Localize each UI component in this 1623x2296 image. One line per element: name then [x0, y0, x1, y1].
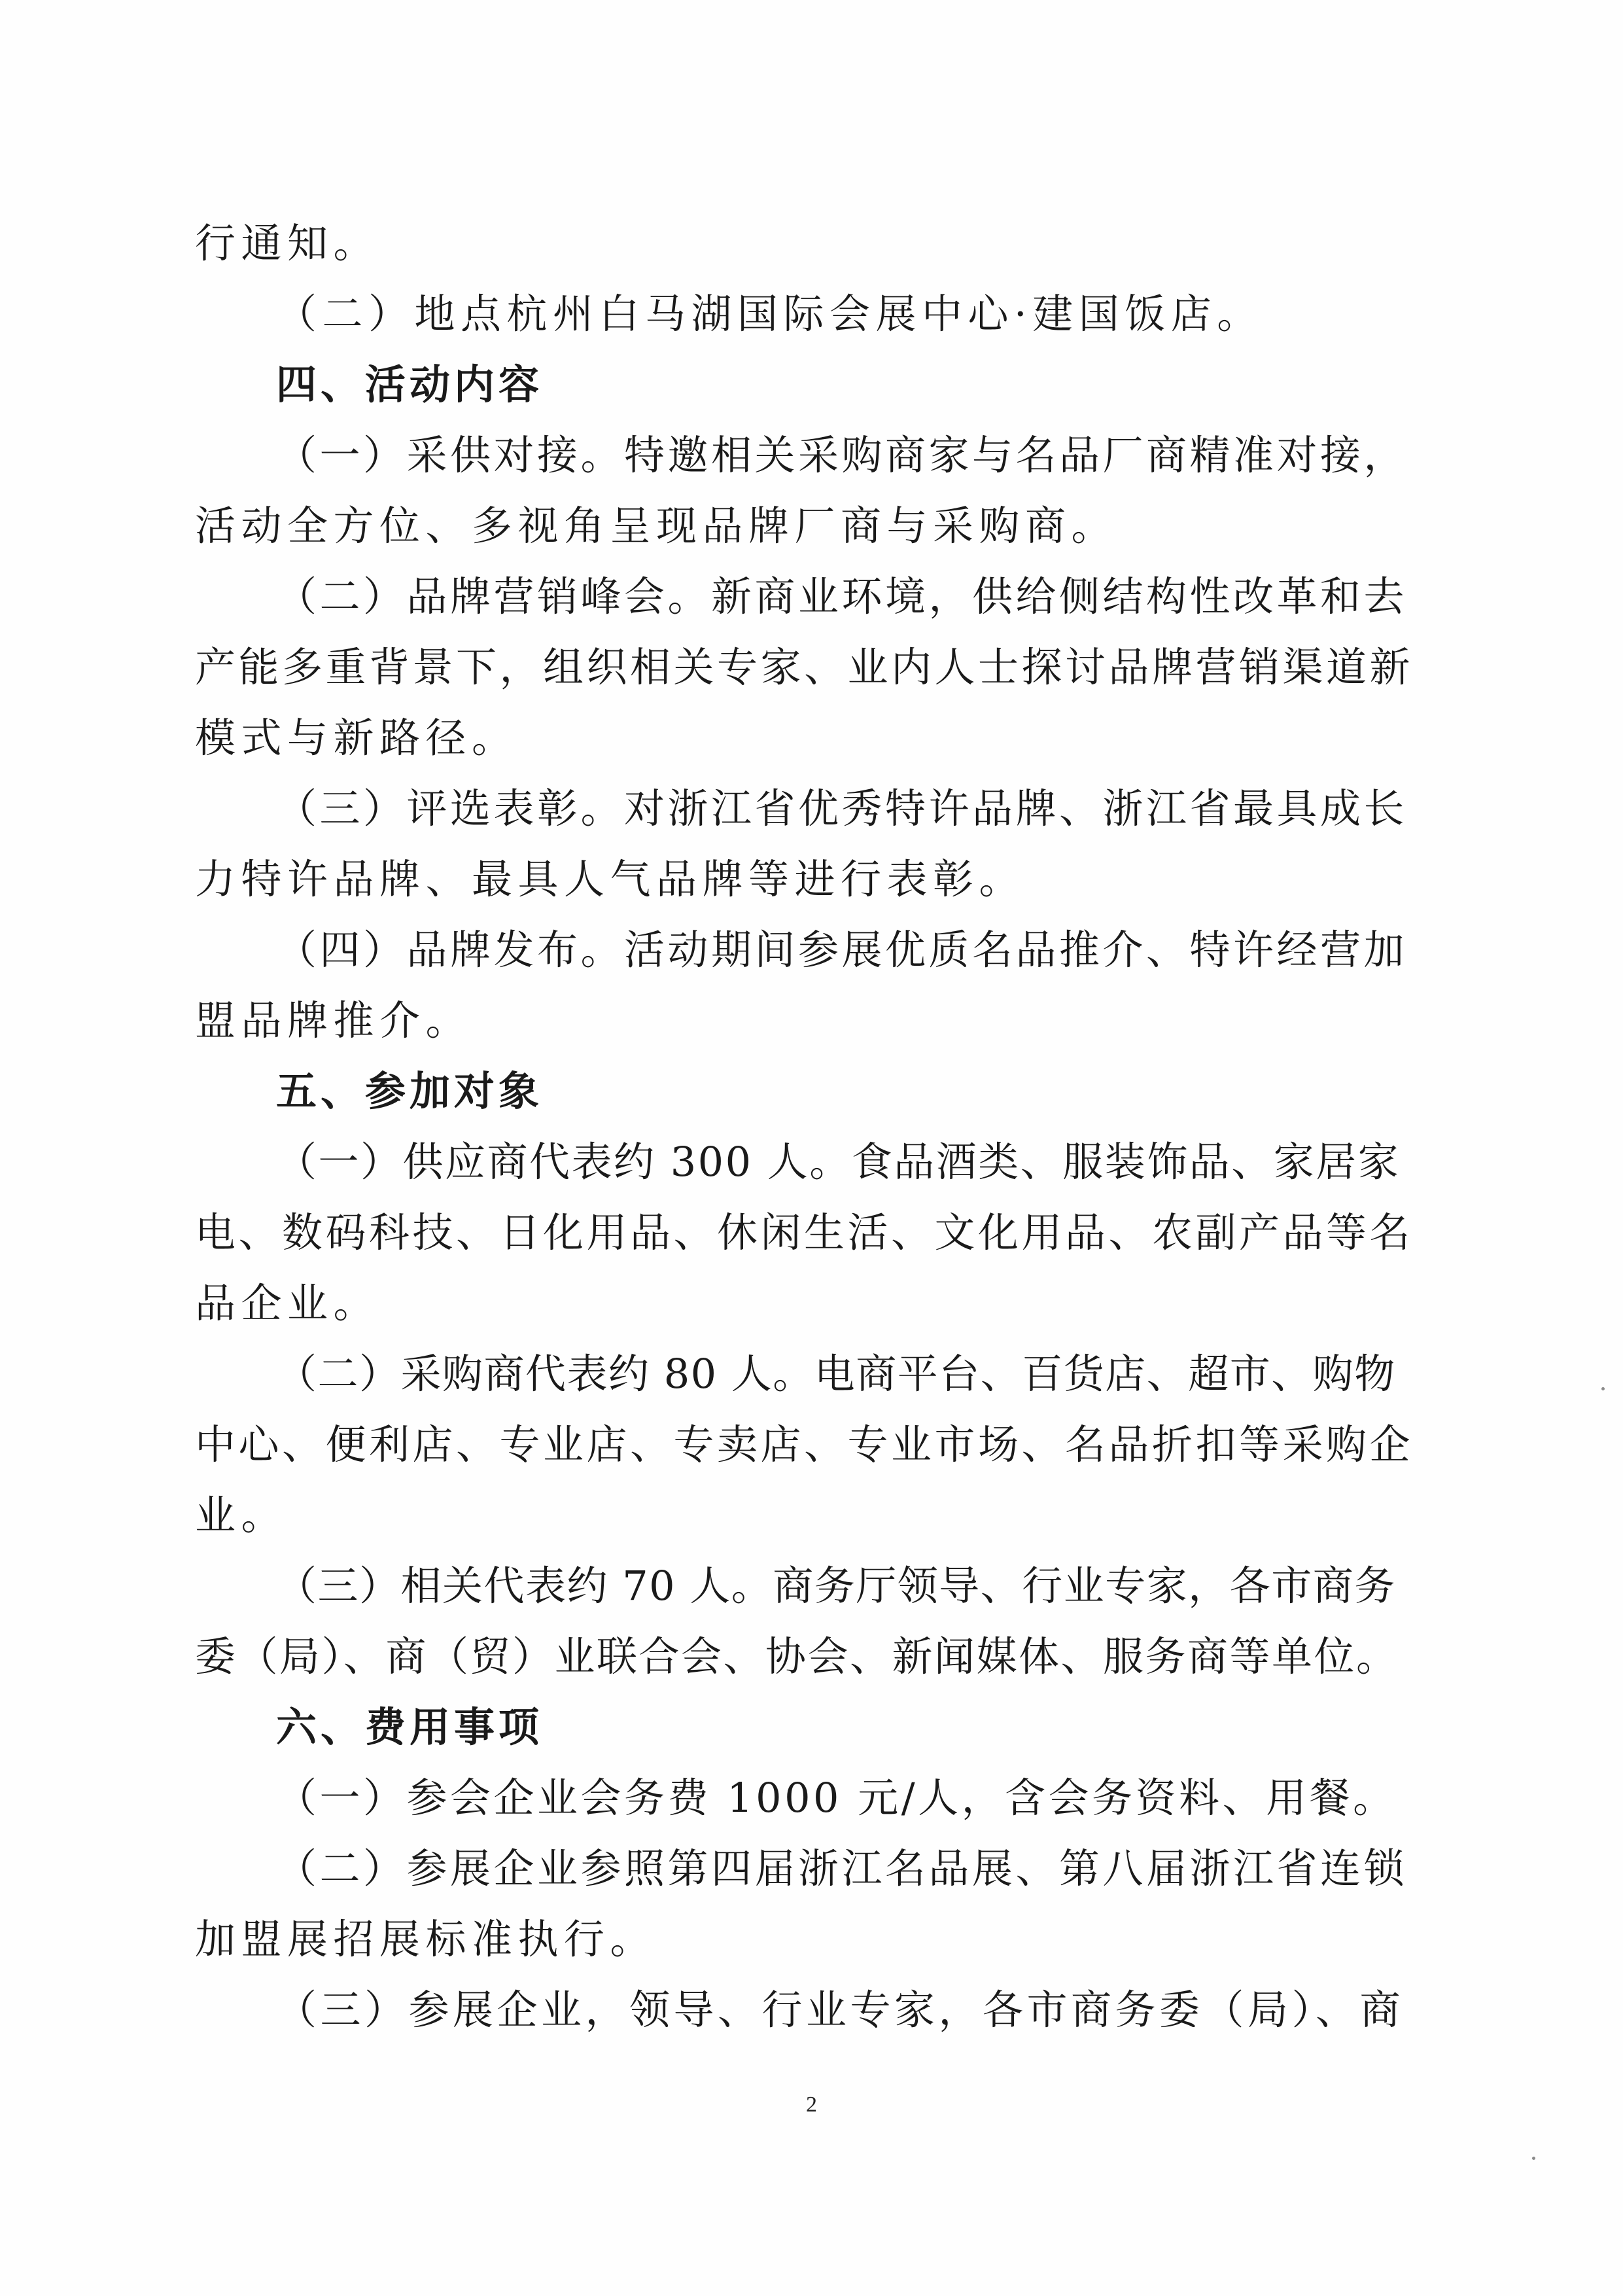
paragraph-line: 委（局）、商（贸）业联合会、协会、新闻媒体、服务商等单位。 [195, 1633, 1399, 1680]
paragraph-line: （四）品牌发布。活动期间参展优质名品推介、特许经营加 [276, 926, 1408, 974]
paragraph-line: 盟品牌推介。 [195, 997, 472, 1044]
scan-speck [1532, 2157, 1535, 2160]
paragraph-line: （一）参会企业会务费 1000 元/人，含会务资料、用餐。 [276, 1774, 1397, 1822]
document-body [195, 208, 1414, 2045]
paragraph-line: 力特许品牌、最具人气品牌等进行表彰。 [195, 855, 1026, 903]
paragraph-line: （二）参展企业参照第四届浙江名品展、第八届浙江省连锁 [276, 1845, 1408, 1892]
paragraph-line: 电、数码科技、日化用品、休闲生活、文化用品、农副产品等名 [195, 1209, 1414, 1256]
paragraph-line: 活动全方位、多视角呈现品牌厂商与采购商。 [195, 502, 1118, 550]
paragraph-line: （三）相关代表约 70 人。商务厅领导、行业专家，各市商务 [276, 1562, 1396, 1610]
section-heading: 四、活动内容 [276, 361, 544, 408]
paragraph-line: 行通知。 [195, 219, 380, 267]
section-heading: 五、参加对象 [276, 1067, 544, 1115]
section-heading: 六、费用事项 [276, 1703, 544, 1751]
scan-speck [1601, 1387, 1605, 1390]
paragraph-line: 品企业。 [195, 1279, 380, 1327]
paragraph-line: （一）采供对接。特邀相关采购商家与名品厂商精准对接， [276, 431, 1408, 479]
paragraph-line: （一）供应商代表约 300 人。食品酒类、服装饰品、家居家 [276, 1138, 1401, 1186]
paragraph-line: 模式与新路径。 [195, 714, 518, 762]
paragraph-line: （三）评选表彰。对浙江省优秀特许品牌、浙江省最具成长 [276, 785, 1408, 832]
paragraph-line: （二）品牌营销峰会。新商业环境，供给侧结构性改革和去 [276, 573, 1408, 620]
paragraph-line: （二）采购商代表约 80 人。电商平台、百货店、超市、购物 [276, 1350, 1396, 1398]
paragraph-line: 产能多重背景下，组织相关专家、业内人士探讨品牌营销渠道新 [195, 643, 1414, 691]
paragraph-line: 加盟展招展标准执行。 [195, 1915, 657, 1963]
paragraph-line: 中心、便利店、专业店、专卖店、专业市场、名品折扣等采购企 [195, 1421, 1414, 1468]
page-number: 2 [806, 2093, 817, 2117]
paragraph-line: （三）参展企业，领导、行业专家，各市商务委（局）、商 [276, 1986, 1405, 2034]
paragraph-line: （二）地点杭州白马湖国际会展中心·建国饭店。 [276, 290, 1263, 338]
paragraph-line: 业。 [195, 1491, 288, 1539]
